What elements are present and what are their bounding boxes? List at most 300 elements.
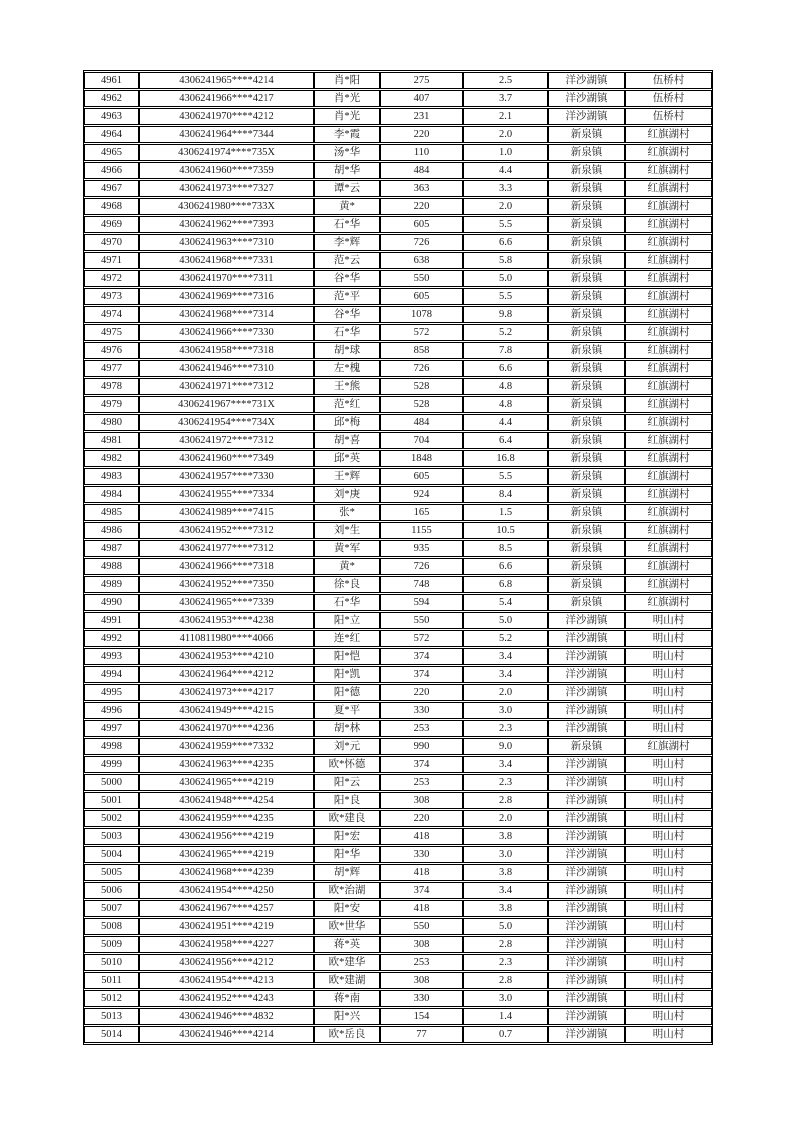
village-cell: 明山村	[625, 810, 712, 827]
village-cell: 红旗湖村	[625, 540, 712, 557]
id-number-cell: 4306241970****7311	[139, 270, 314, 287]
village-cell: 伍桥村	[625, 90, 712, 107]
area-cell: 2.0	[463, 810, 548, 827]
person-name-cell: 肖*光	[314, 108, 380, 125]
area-cell: 3.4	[463, 648, 548, 665]
person-name-cell: 黄*	[314, 558, 380, 575]
person-name-cell: 邱*英	[314, 450, 380, 467]
village-cell: 红旗湖村	[625, 306, 712, 323]
amount-cell: 308	[380, 792, 463, 809]
village-cell: 明山村	[625, 990, 712, 1007]
person-name-cell: 胡*华	[314, 162, 380, 179]
town-cell: 新泉镇	[548, 558, 625, 575]
person-name-cell: 夏*平	[314, 702, 380, 719]
seq-cell: 5002	[84, 810, 139, 827]
town-cell: 洋沙湖镇	[548, 1008, 625, 1025]
seq-cell: 5011	[84, 972, 139, 989]
town-cell: 新泉镇	[548, 126, 625, 143]
id-number-cell: 4110811980****4066	[139, 630, 314, 647]
village-cell: 红旗湖村	[625, 162, 712, 179]
village-cell: 红旗湖村	[625, 270, 712, 287]
area-cell: 5.2	[463, 630, 548, 647]
town-cell: 洋沙湖镇	[548, 990, 625, 1007]
id-number-cell: 4306241954****4250	[139, 882, 314, 899]
seq-cell: 4989	[84, 576, 139, 593]
area-cell: 2.8	[463, 936, 548, 953]
area-cell: 3.8	[463, 864, 548, 881]
person-name-cell: 胡*喜	[314, 432, 380, 449]
table-row	[84, 486, 712, 503]
amount-cell: 231	[380, 108, 463, 125]
town-cell: 新泉镇	[548, 288, 625, 305]
village-cell: 明山村	[625, 1026, 712, 1043]
id-number-cell: 4306241963****4235	[139, 756, 314, 773]
seq-cell: 5003	[84, 828, 139, 845]
amount-cell: 308	[380, 972, 463, 989]
person-name-cell: 刘*元	[314, 738, 380, 755]
town-cell: 洋沙湖镇	[548, 72, 625, 89]
town-cell: 洋沙湖镇	[548, 756, 625, 773]
id-number-cell: 4306241972****7312	[139, 432, 314, 449]
village-cell: 明山村	[625, 774, 712, 791]
person-name-cell: 石*华	[314, 216, 380, 233]
amount-cell: 484	[380, 162, 463, 179]
area-cell: 1.0	[463, 144, 548, 161]
seq-cell: 4992	[84, 630, 139, 647]
seq-cell: 5000	[84, 774, 139, 791]
table-row	[84, 666, 712, 683]
town-cell: 新泉镇	[548, 468, 625, 485]
village-cell: 明山村	[625, 936, 712, 953]
person-name-cell: 汤*华	[314, 144, 380, 161]
area-cell: 16.8	[463, 450, 548, 467]
table-row	[84, 756, 712, 773]
village-cell: 明山村	[625, 792, 712, 809]
amount-cell: 748	[380, 576, 463, 593]
table-row	[84, 846, 712, 863]
area-cell: 3.3	[463, 180, 548, 197]
town-cell: 新泉镇	[548, 216, 625, 233]
village-cell: 红旗湖村	[625, 288, 712, 305]
person-name-cell: 阳*宏	[314, 828, 380, 845]
id-number-cell: 4306241973****4217	[139, 684, 314, 701]
id-number-cell: 4306241946****4214	[139, 1026, 314, 1043]
amount-cell: 110	[380, 144, 463, 161]
seq-cell: 4996	[84, 702, 139, 719]
table-row	[84, 1026, 712, 1043]
area-cell: 2.5	[463, 72, 548, 89]
seq-cell: 4968	[84, 198, 139, 215]
id-number-cell: 4306241963****7310	[139, 234, 314, 251]
village-cell: 红旗湖村	[625, 234, 712, 251]
village-cell: 明山村	[625, 846, 712, 863]
id-number-cell: 4306241968****7331	[139, 252, 314, 269]
id-number-cell: 4306241967****4257	[139, 900, 314, 917]
village-cell: 明山村	[625, 630, 712, 647]
id-number-cell: 4306241966****7318	[139, 558, 314, 575]
town-cell: 洋沙湖镇	[548, 1026, 625, 1043]
village-cell: 明山村	[625, 954, 712, 971]
town-cell: 洋沙湖镇	[548, 666, 625, 683]
area-cell: 1.4	[463, 1008, 548, 1025]
amount-cell: 275	[380, 72, 463, 89]
seq-cell: 4990	[84, 594, 139, 611]
amount-cell: 528	[380, 378, 463, 395]
person-name-cell: 阳*恺	[314, 648, 380, 665]
amount-cell: 374	[380, 882, 463, 899]
id-number-cell: 4306241946****7310	[139, 360, 314, 377]
table-row	[84, 918, 712, 935]
area-cell: 3.7	[463, 90, 548, 107]
amount-cell: 528	[380, 396, 463, 413]
village-cell: 明山村	[625, 612, 712, 629]
id-number-cell: 4306241956****4212	[139, 954, 314, 971]
person-name-cell: 谷*华	[314, 270, 380, 287]
town-cell: 新泉镇	[548, 594, 625, 611]
seq-cell: 4993	[84, 648, 139, 665]
village-cell: 红旗湖村	[625, 432, 712, 449]
seq-cell: 4991	[84, 612, 139, 629]
amount-cell: 550	[380, 918, 463, 935]
area-cell: 10.5	[463, 522, 548, 539]
area-cell: 2.8	[463, 792, 548, 809]
amount-cell: 418	[380, 828, 463, 845]
area-cell: 1.5	[463, 504, 548, 521]
amount-cell: 330	[380, 702, 463, 719]
seq-cell: 4966	[84, 162, 139, 179]
village-cell: 红旗湖村	[625, 486, 712, 503]
town-cell: 洋沙湖镇	[548, 882, 625, 899]
table-row	[84, 450, 712, 467]
seq-cell: 4962	[84, 90, 139, 107]
table-row	[84, 792, 712, 809]
seq-cell: 4974	[84, 306, 139, 323]
seq-cell: 4998	[84, 738, 139, 755]
table-row	[84, 288, 712, 305]
id-number-cell: 4306241954****4213	[139, 972, 314, 989]
seq-cell: 4985	[84, 504, 139, 521]
id-number-cell: 4306241959****4235	[139, 810, 314, 827]
table-row	[84, 270, 712, 287]
town-cell: 新泉镇	[548, 162, 625, 179]
area-cell: 3.8	[463, 828, 548, 845]
town-cell: 新泉镇	[548, 144, 625, 161]
village-cell: 红旗湖村	[625, 738, 712, 755]
id-number-cell: 4306241989****7415	[139, 504, 314, 521]
table-row	[84, 954, 712, 971]
amount-cell: 407	[380, 90, 463, 107]
amount-cell: 220	[380, 684, 463, 701]
person-name-cell: 石*华	[314, 594, 380, 611]
town-cell: 新泉镇	[548, 540, 625, 557]
amount-cell: 605	[380, 216, 463, 233]
village-cell: 明山村	[625, 882, 712, 899]
town-cell: 洋沙湖镇	[548, 630, 625, 647]
amount-cell: 363	[380, 180, 463, 197]
town-cell: 洋沙湖镇	[548, 846, 625, 863]
amount-cell: 484	[380, 414, 463, 431]
seq-cell: 4970	[84, 234, 139, 251]
id-number-cell: 4306241964****4212	[139, 666, 314, 683]
area-cell: 6.6	[463, 558, 548, 575]
person-name-cell: 左*槐	[314, 360, 380, 377]
town-cell: 新泉镇	[548, 378, 625, 395]
seq-cell: 4967	[84, 180, 139, 197]
village-cell: 明山村	[625, 972, 712, 989]
seq-cell: 4980	[84, 414, 139, 431]
amount-cell: 154	[380, 1008, 463, 1025]
id-number-cell: 4306241949****4215	[139, 702, 314, 719]
table-row	[84, 108, 712, 125]
person-name-cell: 谷*华	[314, 306, 380, 323]
id-number-cell: 4306241958****4227	[139, 936, 314, 953]
person-name-cell: 欧*建湖	[314, 972, 380, 989]
area-cell: 6.8	[463, 576, 548, 593]
person-name-cell: 欧*建良	[314, 810, 380, 827]
amount-cell: 550	[380, 612, 463, 629]
amount-cell: 572	[380, 630, 463, 647]
person-name-cell: 阳*安	[314, 900, 380, 917]
table-row	[84, 324, 712, 341]
id-number-cell: 4306241958****7318	[139, 342, 314, 359]
seq-cell: 4994	[84, 666, 139, 683]
village-cell: 红旗湖村	[625, 558, 712, 575]
amount-cell: 374	[380, 648, 463, 665]
table-row	[84, 864, 712, 881]
area-cell: 3.4	[463, 666, 548, 683]
amount-cell: 594	[380, 594, 463, 611]
id-number-cell: 4306241952****4243	[139, 990, 314, 1007]
id-number-cell: 4306241965****7339	[139, 594, 314, 611]
table-row	[84, 882, 712, 899]
person-name-cell: 谭*云	[314, 180, 380, 197]
table-row	[84, 144, 712, 161]
table-row	[84, 828, 712, 845]
seq-cell: 4979	[84, 396, 139, 413]
person-name-cell: 欧*岳良	[314, 1026, 380, 1043]
town-cell: 洋沙湖镇	[548, 936, 625, 953]
amount-cell: 418	[380, 864, 463, 881]
table-row	[84, 738, 712, 755]
town-cell: 新泉镇	[548, 198, 625, 215]
id-number-cell: 4306241951****4219	[139, 918, 314, 935]
town-cell: 洋沙湖镇	[548, 864, 625, 881]
seq-cell: 4983	[84, 468, 139, 485]
table-row	[84, 558, 712, 575]
table-row	[84, 1008, 712, 1025]
seq-cell: 4995	[84, 684, 139, 701]
seq-cell: 4964	[84, 126, 139, 143]
person-name-cell: 欧*建华	[314, 954, 380, 971]
area-cell: 9.8	[463, 306, 548, 323]
area-cell: 8.4	[463, 486, 548, 503]
id-number-cell: 4306241977****7312	[139, 540, 314, 557]
seq-cell: 4969	[84, 216, 139, 233]
amount-cell: 253	[380, 954, 463, 971]
amount-cell: 572	[380, 324, 463, 341]
village-cell: 红旗湖村	[625, 198, 712, 215]
town-cell: 新泉镇	[548, 450, 625, 467]
seq-cell: 5006	[84, 882, 139, 899]
id-number-cell: 4306241965****4214	[139, 72, 314, 89]
village-cell: 红旗湖村	[625, 324, 712, 341]
amount-cell: 330	[380, 990, 463, 1007]
table-row	[84, 468, 712, 485]
town-cell: 洋沙湖镇	[548, 90, 625, 107]
person-name-cell: 阳*兴	[314, 1008, 380, 1025]
amount-cell: 220	[380, 810, 463, 827]
id-number-cell: 4306241965****4219	[139, 774, 314, 791]
seq-cell: 5007	[84, 900, 139, 917]
area-cell: 2.0	[463, 126, 548, 143]
town-cell: 新泉镇	[548, 252, 625, 269]
amount-cell: 858	[380, 342, 463, 359]
id-number-cell: 4306241968****7314	[139, 306, 314, 323]
area-cell: 2.1	[463, 108, 548, 125]
seq-cell: 4988	[84, 558, 139, 575]
village-cell: 伍桥村	[625, 108, 712, 125]
id-number-cell: 4306241962****7393	[139, 216, 314, 233]
town-cell: 新泉镇	[548, 180, 625, 197]
person-name-cell: 胡*林	[314, 720, 380, 737]
person-name-cell: 黄*	[314, 198, 380, 215]
town-cell: 新泉镇	[548, 738, 625, 755]
village-cell: 明山村	[625, 918, 712, 935]
town-cell: 洋沙湖镇	[548, 648, 625, 665]
seq-cell: 4972	[84, 270, 139, 287]
town-cell: 洋沙湖镇	[548, 810, 625, 827]
table-row	[84, 72, 712, 89]
person-name-cell: 连*红	[314, 630, 380, 647]
person-name-cell: 王*辉	[314, 468, 380, 485]
area-cell: 6.4	[463, 432, 548, 449]
town-cell: 洋沙湖镇	[548, 918, 625, 935]
town-cell: 新泉镇	[548, 432, 625, 449]
village-cell: 红旗湖村	[625, 522, 712, 539]
table-row	[84, 774, 712, 791]
table-row	[84, 198, 712, 215]
area-cell: 3.4	[463, 882, 548, 899]
seq-cell: 4963	[84, 108, 139, 125]
town-cell: 新泉镇	[548, 342, 625, 359]
amount-cell: 726	[380, 234, 463, 251]
seq-cell: 4981	[84, 432, 139, 449]
seq-cell: 4961	[84, 72, 139, 89]
person-name-cell: 阳*云	[314, 774, 380, 791]
town-cell: 洋沙湖镇	[548, 108, 625, 125]
town-cell: 洋沙湖镇	[548, 720, 625, 737]
table-row	[84, 810, 712, 827]
seq-cell: 5012	[84, 990, 139, 1007]
table-row	[84, 414, 712, 431]
table-row	[84, 594, 712, 611]
town-cell: 新泉镇	[548, 270, 625, 287]
table-row	[84, 990, 712, 1007]
person-name-cell: 徐*良	[314, 576, 380, 593]
amount-cell: 253	[380, 720, 463, 737]
table-row	[84, 720, 712, 737]
seq-cell: 4965	[84, 144, 139, 161]
id-number-cell: 4306241964****7344	[139, 126, 314, 143]
amount-cell: 1155	[380, 522, 463, 539]
seq-cell: 4977	[84, 360, 139, 377]
amount-cell: 605	[380, 468, 463, 485]
amount-cell: 726	[380, 558, 463, 575]
village-cell: 伍桥村	[625, 72, 712, 89]
village-cell: 红旗湖村	[625, 144, 712, 161]
amount-cell: 330	[380, 846, 463, 863]
table-row	[84, 540, 712, 557]
village-cell: 红旗湖村	[625, 126, 712, 143]
id-number-cell: 4306241952****7312	[139, 522, 314, 539]
id-number-cell: 4306241946****4832	[139, 1008, 314, 1025]
amount-cell: 220	[380, 126, 463, 143]
amount-cell: 935	[380, 540, 463, 557]
amount-cell: 990	[380, 738, 463, 755]
person-name-cell: 阳*凯	[314, 666, 380, 683]
table-row	[84, 252, 712, 269]
table-row	[84, 936, 712, 953]
village-cell: 红旗湖村	[625, 594, 712, 611]
table-row	[84, 360, 712, 377]
area-cell: 4.8	[463, 378, 548, 395]
village-cell: 红旗湖村	[625, 468, 712, 485]
town-cell: 洋沙湖镇	[548, 684, 625, 701]
id-number-cell: 4306241948****4254	[139, 792, 314, 809]
village-cell: 红旗湖村	[625, 360, 712, 377]
area-cell: 5.0	[463, 270, 548, 287]
table-row	[84, 684, 712, 701]
town-cell: 洋沙湖镇	[548, 900, 625, 917]
person-name-cell: 蒋*英	[314, 936, 380, 953]
seq-cell: 5013	[84, 1008, 139, 1025]
area-cell: 3.8	[463, 900, 548, 917]
village-cell: 红旗湖村	[625, 252, 712, 269]
amount-cell: 1078	[380, 306, 463, 323]
id-number-cell: 4306241960****7349	[139, 450, 314, 467]
person-name-cell: 欧*世华	[314, 918, 380, 935]
area-cell: 5.0	[463, 918, 548, 935]
area-cell: 4.8	[463, 396, 548, 413]
id-number-cell: 4306241966****7330	[139, 324, 314, 341]
town-cell: 洋沙湖镇	[548, 702, 625, 719]
id-number-cell: 4306241971****7312	[139, 378, 314, 395]
table-row	[84, 234, 712, 251]
id-number-cell: 4306241970****4236	[139, 720, 314, 737]
village-cell: 明山村	[625, 900, 712, 917]
village-cell: 红旗湖村	[625, 504, 712, 521]
person-name-cell: 李*霞	[314, 126, 380, 143]
area-cell: 3.0	[463, 846, 548, 863]
area-cell: 2.3	[463, 720, 548, 737]
id-number-cell: 4306241959****7332	[139, 738, 314, 755]
amount-cell: 220	[380, 198, 463, 215]
person-name-cell: 阳*华	[314, 846, 380, 863]
id-number-cell: 4306241960****7359	[139, 162, 314, 179]
village-cell: 红旗湖村	[625, 180, 712, 197]
table-row	[84, 576, 712, 593]
seq-cell: 5004	[84, 846, 139, 863]
table-row	[84, 378, 712, 395]
table-row	[84, 522, 712, 539]
village-cell: 红旗湖村	[625, 576, 712, 593]
table-row	[84, 702, 712, 719]
seq-cell: 4976	[84, 342, 139, 359]
seq-cell: 4982	[84, 450, 139, 467]
area-cell: 5.5	[463, 216, 548, 233]
amount-cell: 605	[380, 288, 463, 305]
seq-cell: 4978	[84, 378, 139, 395]
